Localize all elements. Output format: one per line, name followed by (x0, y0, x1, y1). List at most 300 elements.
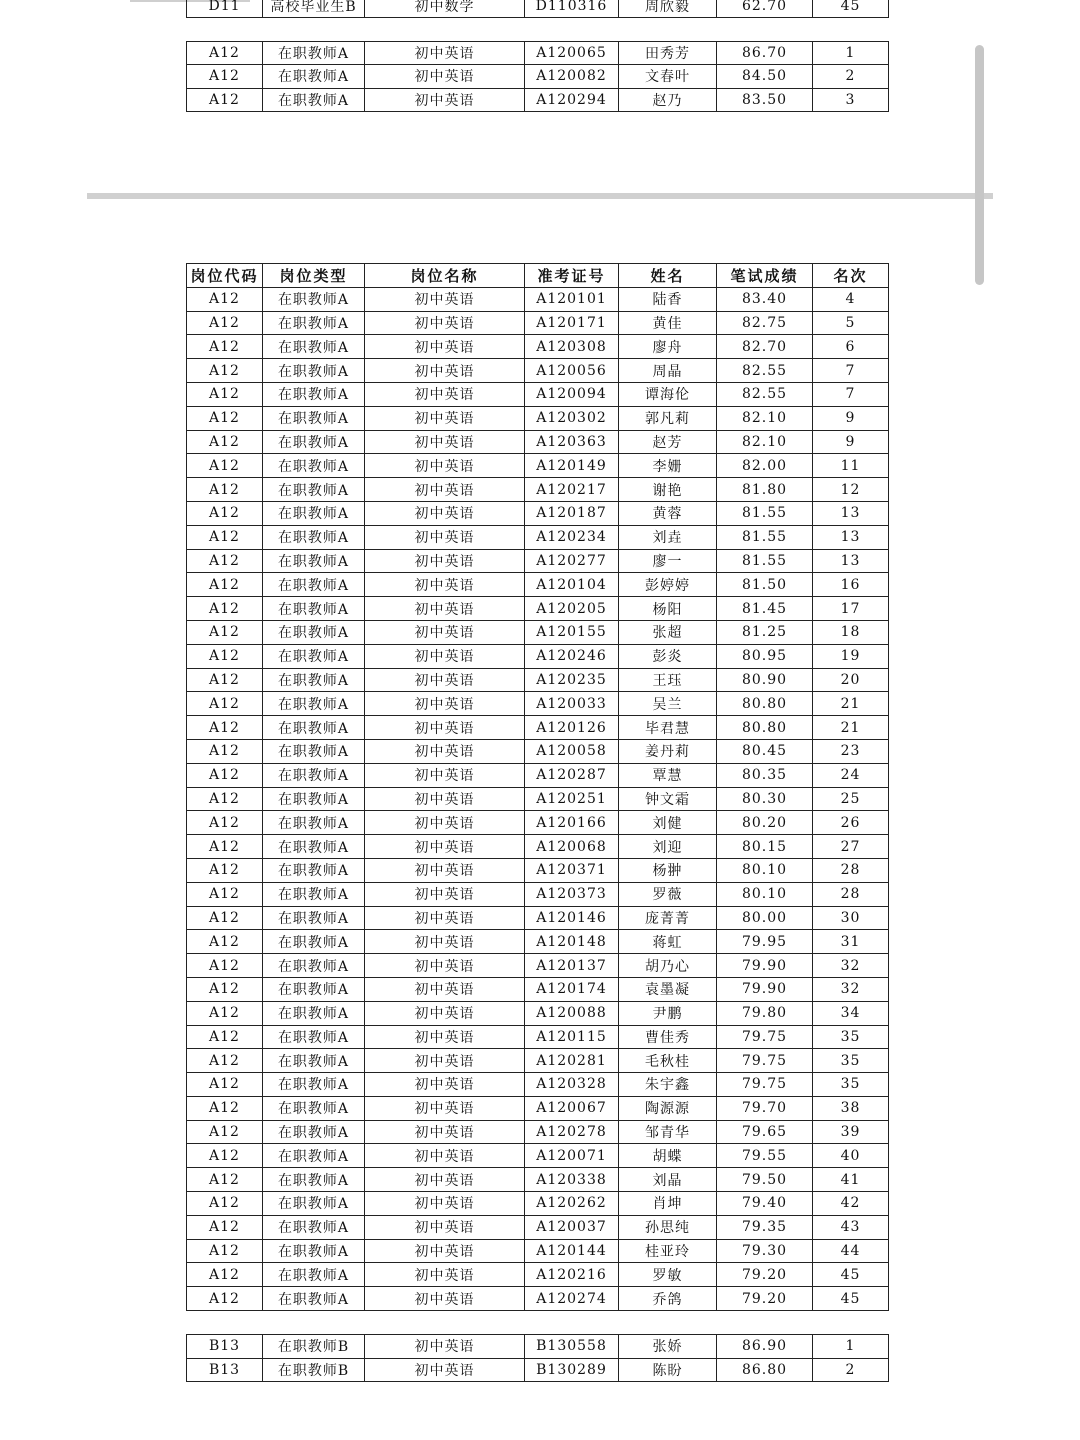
post-code-cell: A12 (187, 1096, 263, 1120)
table-header-row (187, 264, 889, 288)
name-cell: 尹鹏 (619, 1001, 717, 1025)
post-type-cell: 在职教师A (263, 335, 365, 359)
exam-id-cell: A120205 (525, 597, 619, 621)
vertical-scrollbar[interactable] (975, 45, 984, 285)
score-cell: 81.55 (717, 525, 813, 549)
name-cell: 乔鸽 (619, 1287, 717, 1311)
header-exam-id: 准考证号 (525, 264, 619, 288)
post-name-cell: 初中英语 (365, 1049, 525, 1073)
exam-id-cell: A120287 (525, 763, 619, 787)
post-name-cell: 初中英语 (365, 1168, 525, 1192)
post-code-cell: A12 (187, 787, 263, 811)
name-cell: 曹佳秀 (619, 1025, 717, 1049)
exam-id-cell: A120278 (525, 1120, 619, 1144)
exam-id-cell: A120056 (525, 359, 619, 383)
post-name-cell: 初中英语 (365, 41, 525, 64)
exam-id-cell: A120187 (525, 501, 619, 525)
name-cell: 谢艳 (619, 478, 717, 502)
score-cell: 79.90 (717, 954, 813, 978)
name-cell: 赵乃 (619, 88, 717, 111)
name-cell: 胡蝶 (619, 1144, 717, 1168)
rank-cell: 30 (813, 906, 889, 930)
post-type-cell: 在职教师A (263, 977, 365, 1001)
post-code-cell: A12 (187, 1144, 263, 1168)
score-cell: 79.20 (717, 1263, 813, 1287)
post-type-cell: 在职教师A (263, 1263, 365, 1287)
exam-id-cell: D110316 (525, 0, 619, 18)
table-row (187, 41, 889, 64)
post-name-cell: 初中英语 (365, 858, 525, 882)
table-row (187, 430, 889, 454)
rank-cell: 32 (813, 977, 889, 1001)
post-code-cell: A12 (187, 954, 263, 978)
score-cell: 80.00 (717, 906, 813, 930)
name-cell: 张超 (619, 620, 717, 644)
table-row (187, 1096, 889, 1120)
table-row (187, 620, 889, 644)
exam-id-cell: A120363 (525, 430, 619, 454)
post-code-cell: A12 (187, 478, 263, 502)
post-type-cell: 在职教师A (263, 882, 365, 906)
score-cell: 80.20 (717, 811, 813, 835)
name-cell: 肖坤 (619, 1192, 717, 1216)
score-cell: 86.70 (717, 41, 813, 64)
name-cell: 罗敏 (619, 1263, 717, 1287)
post-type-cell: 在职教师A (263, 41, 365, 64)
table-row (187, 977, 889, 1001)
exam-id-cell: A120071 (525, 1144, 619, 1168)
score-cell: 81.45 (717, 597, 813, 621)
post-code-cell: A12 (187, 287, 263, 311)
exam-id-cell: A120104 (525, 573, 619, 597)
header-score: 笔试成绩 (717, 264, 813, 288)
exam-id-cell: A120262 (525, 1192, 619, 1216)
name-cell: 桂亚玲 (619, 1239, 717, 1263)
table-row (187, 1049, 889, 1073)
header-rank: 名次 (813, 264, 889, 288)
score-cell: 82.75 (717, 311, 813, 335)
rank-cell: 45 (813, 1263, 889, 1287)
post-name-cell: 初中英语 (365, 1287, 525, 1311)
post-code-cell: A12 (187, 549, 263, 573)
post-type-cell: 在职教师A (263, 1287, 365, 1311)
name-cell: 刘迎 (619, 835, 717, 859)
post-type-cell: 在职教师A (263, 1073, 365, 1097)
table-row (187, 501, 889, 525)
name-cell: 田秀芳 (619, 41, 717, 64)
table-row (187, 954, 889, 978)
post-name-cell: 初中英语 (365, 1120, 525, 1144)
rank-cell: 13 (813, 549, 889, 573)
table-row (187, 1025, 889, 1049)
post-code-cell: A12 (187, 763, 263, 787)
exam-id-cell: A120234 (525, 525, 619, 549)
table-row (187, 1168, 889, 1192)
table-row (187, 787, 889, 811)
post-code-cell: A12 (187, 597, 263, 621)
table-row (187, 930, 889, 954)
post-type-cell: 在职教师A (263, 620, 365, 644)
post-type-cell: 在职教师A (263, 1025, 365, 1049)
name-cell: 罗薇 (619, 882, 717, 906)
exam-id-cell: A120281 (525, 1049, 619, 1073)
exam-id-cell: A120302 (525, 406, 619, 430)
post-type-cell: 在职教师A (263, 430, 365, 454)
rank-cell: 1 (813, 41, 889, 64)
post-type-cell: 在职教师A (263, 906, 365, 930)
name-cell: 毛秋桂 (619, 1049, 717, 1073)
name-cell: 庞菁菁 (619, 906, 717, 930)
table-row (187, 811, 889, 835)
exam-id-cell: A120328 (525, 1073, 619, 1097)
name-cell: 刘垚 (619, 525, 717, 549)
exam-id-cell: A120371 (525, 858, 619, 882)
score-cell: 86.90 (717, 1334, 813, 1358)
post-type-cell: 在职教师A (263, 359, 365, 383)
name-cell: 廖舟 (619, 335, 717, 359)
spacer-cell (187, 18, 889, 41)
post-code-cell: A12 (187, 1239, 263, 1263)
spacer-row (187, 1311, 889, 1335)
rank-cell: 32 (813, 954, 889, 978)
name-cell: 张娇 (619, 1334, 717, 1358)
table-row (187, 1192, 889, 1216)
exam-id-cell: A120068 (525, 835, 619, 859)
table-body (187, 0, 889, 111)
name-cell: 毕君慧 (619, 716, 717, 740)
table-row (187, 525, 889, 549)
post-type-cell: 在职教师A (263, 930, 365, 954)
score-cell: 79.75 (717, 1049, 813, 1073)
post-name-cell: 初中英语 (365, 644, 525, 668)
rank-cell: 28 (813, 858, 889, 882)
table-row (187, 335, 889, 359)
post-type-cell: 在职教师A (263, 1144, 365, 1168)
post-name-cell: 初中英语 (365, 1263, 525, 1287)
rank-cell: 31 (813, 930, 889, 954)
rank-cell: 7 (813, 359, 889, 383)
header-post-code: 岗位代码 (187, 264, 263, 288)
header-post-name: 岗位名称 (365, 264, 525, 288)
post-code-cell: A12 (187, 1025, 263, 1049)
exam-id-cell: B130289 (525, 1358, 619, 1382)
post-code-cell: A12 (187, 1120, 263, 1144)
score-cell: 80.80 (717, 692, 813, 716)
post-code-cell: A12 (187, 430, 263, 454)
post-type-cell: 在职教师A (263, 763, 365, 787)
post-name-cell: 初中英语 (365, 65, 525, 88)
table-row (187, 858, 889, 882)
table-row (187, 1334, 889, 1358)
post-code-cell: A12 (187, 858, 263, 882)
rank-cell: 35 (813, 1073, 889, 1097)
post-code-cell: A12 (187, 1001, 263, 1025)
post-type-cell: 在职教师A (263, 1239, 365, 1263)
post-name-cell: 初中英语 (365, 906, 525, 930)
post-code-cell: A12 (187, 525, 263, 549)
rank-cell: 26 (813, 811, 889, 835)
post-type-cell: 在职教师A (263, 644, 365, 668)
name-cell: 文春叶 (619, 65, 717, 88)
rank-cell: 12 (813, 478, 889, 502)
table-row (187, 406, 889, 430)
exam-id-cell: A120338 (525, 1168, 619, 1192)
post-name-cell: 初中英语 (365, 335, 525, 359)
table-row (187, 882, 889, 906)
name-cell: 杨翀 (619, 858, 717, 882)
post-code-cell: A12 (187, 1287, 263, 1311)
rank-cell: 28 (813, 882, 889, 906)
post-name-cell: 初中英语 (365, 763, 525, 787)
score-cell: 81.50 (717, 573, 813, 597)
rank-cell: 23 (813, 739, 889, 763)
rank-cell: 11 (813, 454, 889, 478)
name-cell: 邹青华 (619, 1120, 717, 1144)
post-name-cell: 初中英语 (365, 668, 525, 692)
post-name-cell: 初中英语 (365, 430, 525, 454)
rank-cell: 43 (813, 1215, 889, 1239)
name-cell: 黄佳 (619, 311, 717, 335)
post-code-cell: A12 (187, 739, 263, 763)
table-row (187, 597, 889, 621)
name-cell: 胡乃心 (619, 954, 717, 978)
table-row (187, 739, 889, 763)
exam-id-cell: A120146 (525, 906, 619, 930)
name-cell: 吴兰 (619, 692, 717, 716)
rank-cell: 13 (813, 501, 889, 525)
exam-id-cell: A120308 (525, 335, 619, 359)
post-code-cell: A12 (187, 1263, 263, 1287)
post-type-cell: 在职教师A (263, 597, 365, 621)
score-cell: 79.75 (717, 1073, 813, 1097)
post-name-cell: 初中英语 (365, 382, 525, 406)
post-code-cell: A12 (187, 906, 263, 930)
rank-cell: 39 (813, 1120, 889, 1144)
rank-cell: 2 (813, 1358, 889, 1382)
table-row (187, 906, 889, 930)
post-name-cell: 初中英语 (365, 620, 525, 644)
table-row (187, 478, 889, 502)
post-type-cell: 在职教师B (263, 1334, 365, 1358)
score-cell: 84.50 (717, 65, 813, 88)
post-code-cell: A12 (187, 65, 263, 88)
post-code-cell: A12 (187, 692, 263, 716)
rank-cell: 45 (813, 0, 889, 18)
exam-id-cell: A120033 (525, 692, 619, 716)
score-cell: 86.80 (717, 1358, 813, 1382)
rank-cell: 42 (813, 1192, 889, 1216)
rank-cell: 40 (813, 1144, 889, 1168)
score-cell: 79.65 (717, 1120, 813, 1144)
post-type-cell: 在职教师A (263, 1001, 365, 1025)
exam-id-cell: A120094 (525, 382, 619, 406)
post-type-cell: 在职教师A (263, 549, 365, 573)
post-name-cell: 初中英语 (365, 977, 525, 1001)
rank-cell: 25 (813, 787, 889, 811)
post-type-cell: 在职教师A (263, 287, 365, 311)
score-cell: 82.55 (717, 382, 813, 406)
table-row (187, 668, 889, 692)
post-code-cell: A12 (187, 1049, 263, 1073)
post-type-cell: 在职教师A (263, 454, 365, 478)
score-cell: 81.25 (717, 620, 813, 644)
post-name-cell: 初中英语 (365, 692, 525, 716)
post-name-cell: 初中英语 (365, 1215, 525, 1239)
score-cell: 79.30 (717, 1239, 813, 1263)
table-row (187, 287, 889, 311)
name-cell: 杨阳 (619, 597, 717, 621)
post-name-cell: 初中英语 (365, 406, 525, 430)
score-cell: 80.90 (717, 668, 813, 692)
name-cell: 王珏 (619, 668, 717, 692)
rank-cell: 2 (813, 65, 889, 88)
post-code-cell: A12 (187, 811, 263, 835)
post-name-cell: 初中英语 (365, 1001, 525, 1025)
table-row (187, 311, 889, 335)
post-code-cell: A12 (187, 454, 263, 478)
name-cell: 覃慧 (619, 763, 717, 787)
exam-id-cell: A120246 (525, 644, 619, 668)
rank-cell: 13 (813, 525, 889, 549)
post-type-cell: 在职教师A (263, 1049, 365, 1073)
rank-cell: 1 (813, 1334, 889, 1358)
rank-cell: 6 (813, 335, 889, 359)
exam-id-cell: A120037 (525, 1215, 619, 1239)
post-name-cell: 初中英语 (365, 1358, 525, 1382)
exam-id-cell: A120274 (525, 1287, 619, 1311)
score-cell: 62.70 (717, 0, 813, 18)
spacer-cell (187, 1311, 889, 1335)
table-row (187, 644, 889, 668)
post-name-cell: 初中英语 (365, 954, 525, 978)
name-cell: 刘健 (619, 811, 717, 835)
post-code-cell: A12 (187, 930, 263, 954)
post-name-cell: 初中英语 (365, 1025, 525, 1049)
post-code-cell: A12 (187, 501, 263, 525)
rank-cell: 35 (813, 1025, 889, 1049)
exam-id-cell: A120155 (525, 620, 619, 644)
rank-cell: 19 (813, 644, 889, 668)
exam-id-cell: A120277 (525, 549, 619, 573)
rank-cell: 21 (813, 692, 889, 716)
table-row (187, 0, 889, 18)
post-code-cell: A12 (187, 359, 263, 383)
post-name-cell: 初中英语 (365, 811, 525, 835)
score-cell: 79.50 (717, 1168, 813, 1192)
rank-cell: 9 (813, 430, 889, 454)
post-code-cell: A12 (187, 716, 263, 740)
name-cell: 赵芳 (619, 430, 717, 454)
name-cell: 彭婷婷 (619, 573, 717, 597)
post-name-cell: 初中英语 (365, 478, 525, 502)
score-cell: 80.30 (717, 787, 813, 811)
post-name-cell: 初中英语 (365, 359, 525, 383)
post-type-cell: 在职教师A (263, 478, 365, 502)
post-type-cell: 在职教师A (263, 88, 365, 111)
post-type-cell: 在职教师A (263, 858, 365, 882)
exam-id-cell: A120065 (525, 41, 619, 64)
score-cell: 81.80 (717, 478, 813, 502)
exam-id-cell: A120149 (525, 454, 619, 478)
post-type-cell: 在职教师A (263, 739, 365, 763)
score-cell: 79.20 (717, 1287, 813, 1311)
post-type-cell: 在职教师A (263, 692, 365, 716)
post-type-cell: 在职教师A (263, 954, 365, 978)
post-type-cell: 在职教师A (263, 1215, 365, 1239)
exam-id-cell: A120235 (525, 668, 619, 692)
post-code-cell: A12 (187, 88, 263, 111)
post-code-cell: A12 (187, 1168, 263, 1192)
exam-id-cell: A120137 (525, 954, 619, 978)
score-cell: 79.80 (717, 1001, 813, 1025)
post-code-cell: A12 (187, 573, 263, 597)
rank-cell: 9 (813, 406, 889, 430)
table-row (187, 382, 889, 406)
score-cell: 79.35 (717, 1215, 813, 1239)
post-name-cell: 初中英语 (365, 787, 525, 811)
exam-id-cell: A120067 (525, 1096, 619, 1120)
spacer-row (187, 18, 889, 41)
table-row (187, 1263, 889, 1287)
exam-id-cell: A120088 (525, 1001, 619, 1025)
post-type-cell: 在职教师A (263, 811, 365, 835)
exam-id-cell: A120126 (525, 716, 619, 740)
post-type-cell: 在职教师A (263, 406, 365, 430)
exam-id-cell: A120101 (525, 287, 619, 311)
post-name-cell: 初中英语 (365, 930, 525, 954)
post-name-cell: 初中数学 (365, 0, 525, 18)
post-name-cell: 初中英语 (365, 287, 525, 311)
exam-id-cell: A120082 (525, 65, 619, 88)
name-cell: 彭炎 (619, 644, 717, 668)
exam-id-cell: A120148 (525, 930, 619, 954)
post-type-cell: 在职教师A (263, 1168, 365, 1192)
table-row (187, 1239, 889, 1263)
post-name-cell: 初中英语 (365, 311, 525, 335)
post-code-cell: A12 (187, 311, 263, 335)
score-cell: 80.35 (717, 763, 813, 787)
post-code-cell: A12 (187, 335, 263, 359)
score-cell: 80.45 (717, 739, 813, 763)
post-type-cell: 在职教师A (263, 835, 365, 859)
name-cell: 廖一 (619, 549, 717, 573)
post-type-cell: 在职教师A (263, 1096, 365, 1120)
exam-id-cell: A120216 (525, 1263, 619, 1287)
rank-cell: 20 (813, 668, 889, 692)
name-cell: 朱宇鑫 (619, 1073, 717, 1097)
score-cell: 82.10 (717, 430, 813, 454)
name-cell: 陶源源 (619, 1096, 717, 1120)
name-cell: 姜丹莉 (619, 739, 717, 763)
exam-id-cell: A120144 (525, 1239, 619, 1263)
rank-cell: 41 (813, 1168, 889, 1192)
table-row (187, 573, 889, 597)
rank-cell: 5 (813, 311, 889, 335)
post-type-cell: 高校毕业生B (263, 0, 365, 18)
score-cell: 83.40 (717, 287, 813, 311)
post-type-cell: 在职教师A (263, 311, 365, 335)
post-code-cell: A12 (187, 668, 263, 692)
rank-cell: 27 (813, 835, 889, 859)
rank-cell: 3 (813, 88, 889, 111)
post-name-cell: 初中英语 (365, 1073, 525, 1097)
post-type-cell: 在职教师A (263, 573, 365, 597)
table-row (187, 65, 889, 88)
post-code-cell: B13 (187, 1334, 263, 1358)
post-name-cell: 初中英语 (365, 835, 525, 859)
score-cell: 81.55 (717, 501, 813, 525)
table-row (187, 1287, 889, 1311)
